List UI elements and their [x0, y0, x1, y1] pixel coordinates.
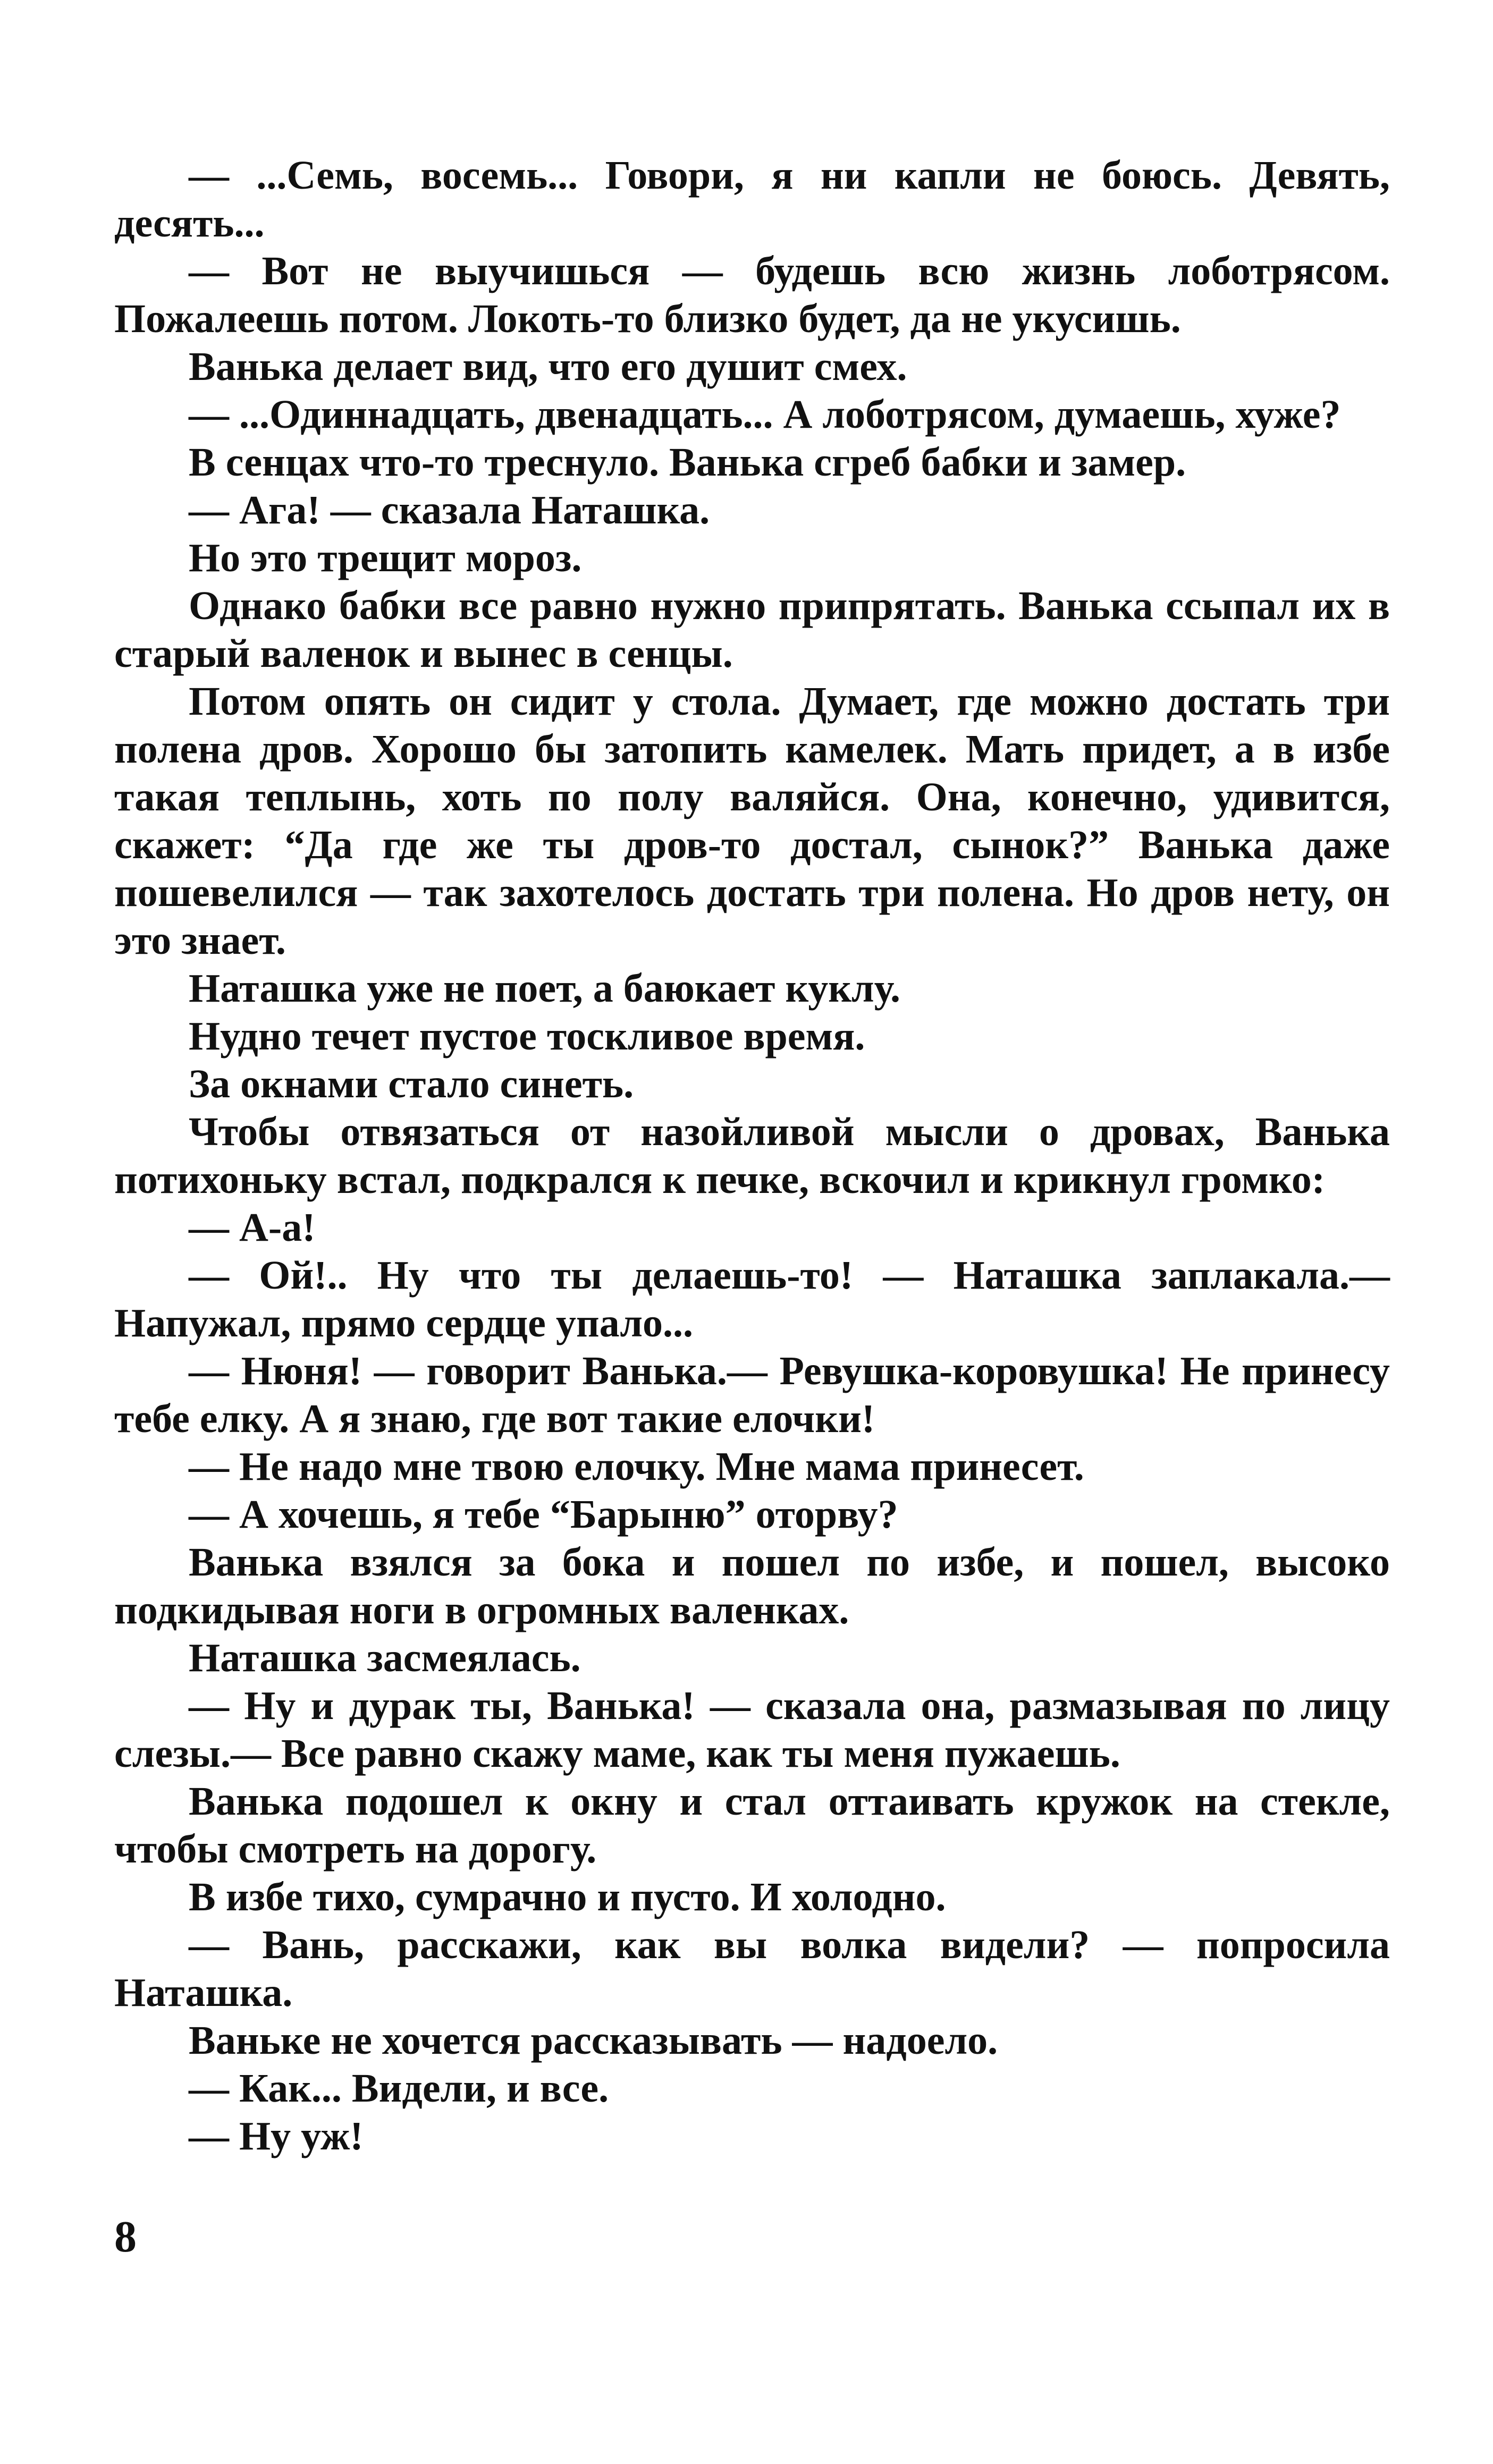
paragraph: — ...Одиннадцать, двенадцать... А лоботрясом, думаешь, хуже?: [189, 392, 1341, 437]
paragraph: В сенцах что-то треснуло. Ванька сгреб бабки и замер.: [189, 440, 1186, 485]
paragraph: — Ну уж!: [189, 2114, 364, 2158]
paragraph: В избе тихо, сумрачно и пусто. И холодно.: [189, 1875, 946, 1919]
paragraph: Ваньке не хочется рассказывать — надоело.: [189, 2018, 998, 2063]
paragraph: — А хочешь, я тебе “Барыню” оторву?: [189, 1492, 898, 1537]
paragraph: Наташка уже не поет, а баюкает куклу.: [189, 966, 901, 1011]
paragraph: Нудно течет пустое тоскливое время.: [189, 1014, 865, 1059]
page-body: [114, 151, 1390, 2160]
paragraph: Но это трещит мороз.: [189, 536, 582, 580]
paragraph: За окнами стало синеть.: [189, 1062, 634, 1106]
paragraph: — А-а!: [189, 1205, 316, 1250]
paragraph: Ванька подошел к окну и стал оттаивать кружок на стекле, чтобы смотреть на дорогу.: [114, 1779, 1390, 1872]
paragraph: Ванька делает вид, что его душит смех.: [189, 344, 907, 389]
paragraph: Наташка засмеялась.: [189, 1636, 581, 1680]
paragraph: Чтобы отвязаться от назойливой мысли о дровах, Ванька потихоньку встал, подкрался к печке, вскочил и крикнул громко:: [114, 1110, 1390, 1202]
paragraph: — ...Семь, восемь... Говори, я ни капли не боюсь. Девять, десять...: [114, 153, 1390, 245]
page-number: 8: [114, 2212, 137, 2262]
paragraph: — Ой!.. Ну что ты делаешь-то! — Наташка заплакала.— Напужал, прямо сердце упало...: [114, 1253, 1390, 1345]
paragraph: — Вот не выучишься — будешь всю жизнь лоботрясом. Пожалеешь потом. Локоть-то близко будет, да не укусишь.: [114, 249, 1390, 341]
paragraph: Потом опять он сидит у стола. Думает, где можно достать три полена дров. Хорошо бы затопить камелек. Мать придет, а в избе такая теплынь, хоть по полу валяйся. Она, конечно, удивится, скажет: “Да где же ты дров-то достал, сынок?” Ванька даже пошевелился — так захотелось достать три полена. Но дров нету, он это знает.: [114, 679, 1390, 963]
paragraph: — Вань, расскажи, как вы волка видели? — попросила Наташка.: [114, 1923, 1390, 2015]
paragraph: Однако бабки все равно нужно припрятать. Ванька ссыпал их в старый валенок и вынес в сенцы.: [114, 583, 1390, 676]
paragraph: — Ну и дурак ты, Ванька! — сказала она, размазывая по лицу слезы.— Все равно скажу маме, как ты меня пужаешь.: [114, 1683, 1390, 1776]
paragraph: — Нюня! — говорит Ванька.— Ревушка-коровушка! Не принесу тебе елку. А я знаю, где вот такие елочки!: [114, 1349, 1390, 1441]
paragraph: — Как... Видели, и все.: [189, 2066, 609, 2111]
paragraph: — Ага! — сказала Наташка.: [189, 488, 710, 532]
paragraph: Ванька взялся за бока и пошел по избе, и пошел, высоко подкидывая ноги в огромных валенках.: [114, 1540, 1390, 1632]
paragraph: — Не надо мне твою елочку. Мне мама принесет.: [189, 1444, 1084, 1489]
